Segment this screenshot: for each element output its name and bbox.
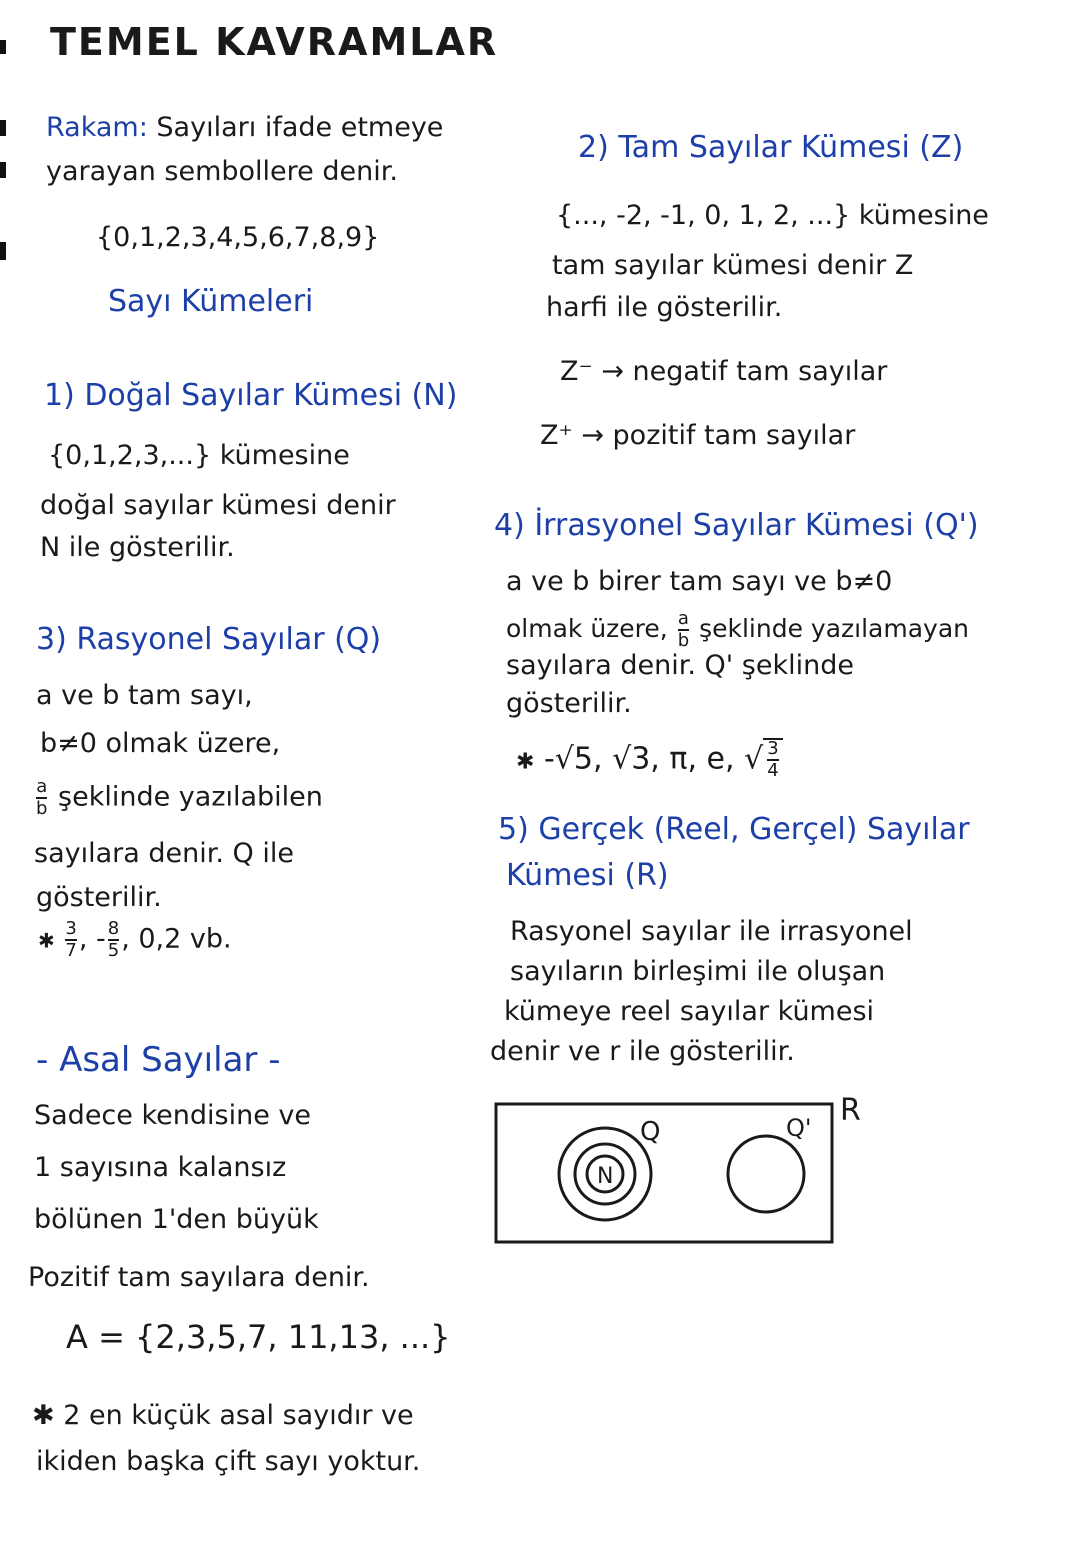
dogal-line-3: N ile gösterilir.: [40, 532, 235, 563]
gercel-heading-a: 5) Gerçek (Reel, Gerçel) Sayılar: [498, 812, 970, 847]
rasyonel-line-3: şeklinde yazılabilen: [58, 781, 323, 813]
dogal-heading: 1) Doğal Sayılar Kümesi (N): [44, 378, 458, 413]
irr-ex-c: π: [669, 741, 688, 777]
margin-mark-3: [0, 242, 6, 260]
irr-ex-e-sqrt: √ $\frac{3}{4}$: [744, 738, 783, 780]
irr-ex-b: √3: [612, 741, 651, 777]
dogal-line-1: {0,1,2,3,...} kümesine: [48, 440, 350, 471]
example-2-den: 5: [107, 940, 120, 961]
gercel-line-4: denir ve r ile gösterilir.: [490, 1036, 795, 1067]
irrasyonel-line-3: sayılara denir. Q' şeklinde: [506, 650, 854, 681]
margin-mark-top: [0, 40, 6, 54]
asal-line-1: Sadece kendisine ve: [34, 1100, 311, 1131]
gercel-line-1: Rasyonel sayılar ile irrasyonel: [510, 916, 913, 947]
irrasyonel-line-2: olmak üzere,: [506, 614, 668, 643]
example-1-den: 7: [65, 940, 77, 961]
irrasyonel-line-1: a ve b birer tam sayı ve b≠0: [506, 566, 893, 597]
example-rest: , 0,2 vb.: [121, 923, 232, 955]
rakam-text-2: yarayan sembollere denir.: [46, 156, 398, 187]
rasyonel-heading: 3) Rasyonel Sayılar (Q): [36, 622, 382, 657]
number-sets-diagram: [480, 1090, 880, 1260]
margin-mark-2: [0, 162, 6, 178]
irrasyonel-fraction: [678, 610, 689, 650]
set-n-label: N: [597, 1164, 614, 1189]
rakam-label: Rakam:: [46, 112, 148, 143]
irr-ex-star-icon: ✱: [516, 749, 535, 775]
rakam-digits: {0,1,2,3,4,5,6,7,8,9}: [96, 222, 380, 253]
sets-heading: Sayı Kümeleri: [108, 284, 314, 319]
irr-frac-num: a: [677, 608, 689, 629]
rasyonel-line-3-row: [34, 778, 323, 818]
gercel-line-3: kümeye reel sayılar kümesi: [504, 996, 875, 1027]
example-1-num: 3: [65, 918, 77, 939]
gercel-line-2: sayıların birleşimi ile oluşan: [510, 956, 886, 987]
fraction-numerator: a: [36, 776, 48, 797]
star-icon: ✱: [38, 928, 55, 953]
tam-neg: Z⁻ → negatif tam sayılar: [560, 356, 888, 387]
asal-line-2: 1 sayısına kalansız: [34, 1152, 287, 1183]
irr-ex-d: e: [706, 741, 725, 777]
tam-line-2: tam sayılar kümesi denir Z: [552, 250, 914, 281]
margin-mark-1: [0, 120, 6, 136]
fraction-denominator: b: [36, 798, 48, 819]
irr-frac-den: b: [677, 630, 690, 651]
irr-ex-e-den: 4: [767, 760, 779, 781]
set-qp-circle: [728, 1136, 804, 1212]
irrasyonel-line-4: gösterilir.: [506, 688, 632, 719]
example-2-num: 8: [107, 918, 120, 939]
irrasyonel-line-2b: şeklinde yazılamayan: [699, 614, 969, 643]
example-fraction-2: [108, 920, 119, 960]
dogal-line-2: doğal sayılar kümesi denir: [40, 490, 396, 521]
set-qp-label: Q': [786, 1114, 812, 1142]
rasyonel-line-4: sayılara denir. Q ile: [34, 838, 294, 869]
asal-line-3: bölünen 1'den büyük: [34, 1204, 319, 1235]
rakam-text-1: Sayıları ifade etmeye: [156, 112, 444, 143]
example-2-sign: -: [95, 923, 106, 955]
set-r-box: [496, 1104, 832, 1242]
asal-line-4: Pozitif tam sayılara denir.: [28, 1262, 370, 1293]
asal-set: A = {2,3,5,7, 11,13, ...}: [66, 1318, 451, 1356]
gercel-heading-b: Kümesi (R): [506, 858, 669, 893]
irr-ex-e-frac: [767, 740, 778, 780]
rakam-line-1: [46, 112, 443, 144]
rasyonel-line-2: b≠0 olmak üzere,: [40, 728, 281, 759]
set-r-label: R: [840, 1093, 861, 1128]
irr-ex-e-num: 3: [767, 738, 779, 759]
page-title: TEMEL KAVRAMLAR: [50, 20, 499, 64]
rasyonel-line-1: a ve b tam sayı,: [36, 680, 253, 711]
tam-pos: Z⁺ → pozitif tam sayılar: [540, 420, 856, 451]
set-q-label: Q: [640, 1117, 661, 1147]
rasyonel-line-5: gösterilir.: [36, 882, 162, 913]
irrasyonel-examples: ✱ -√5, √3, π, e, √ $\frac{3}{4}$: [516, 738, 783, 780]
tam-heading: 2) Tam Sayılar Kümesi (Z): [578, 130, 964, 165]
asal-note-1: ✱ 2 en küçük asal sayıdır ve: [32, 1400, 414, 1431]
irrasyonel-line-2-row: [506, 610, 969, 650]
irrasyonel-heading: 4) İrrasyonel Sayılar Kümesi (Q'): [494, 508, 979, 543]
asal-note-2: ikiden başka çift sayı yoktur.: [36, 1446, 421, 1477]
asal-heading: - Asal Sayılar -: [36, 1040, 281, 1080]
example-fraction-1: [65, 920, 76, 960]
tam-line-1: {..., -2, -1, 0, 1, 2, ...} kümesine: [556, 200, 989, 231]
tam-line-3: harfi ile gösterilir.: [546, 292, 783, 323]
rasyonel-examples: ✱ $\frac{3}{7}$ , - $\frac{8}{5}$ , 0,2 vb.: [38, 918, 232, 961]
irr-ex-a: -√5: [543, 741, 594, 777]
fraction-a-over-b: [36, 778, 47, 818]
